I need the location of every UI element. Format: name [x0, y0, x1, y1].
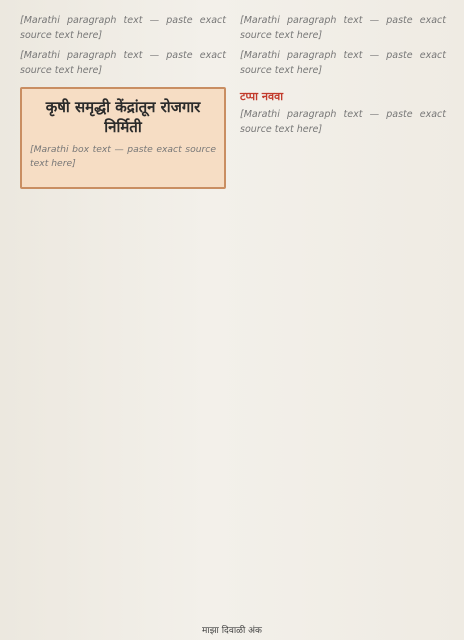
two-column-layout	[20, 14, 446, 614]
right-paragraph-1: [Marathi paragraph text — paste exact source text here]	[240, 15, 446, 41]
highlight-box	[20, 87, 226, 190]
page-footer: माझा दिवाळी अंक	[202, 626, 262, 636]
section-subheading: टप्पा नववा	[240, 89, 284, 103]
left-paragraph-1: [Marathi paragraph text — paste exact source text here]	[20, 15, 226, 41]
box-title: कृषी समृद्धी केंद्रांतून रोजगार निर्मिती	[45, 97, 201, 136]
right-paragraph-after-subheading: [Marathi paragraph text — paste exact source text here]	[240, 108, 446, 135]
right-column	[240, 14, 446, 614]
box-paragraph: [Marathi box text — paste exact source text here]	[30, 143, 216, 170]
left-column	[20, 14, 226, 614]
right-paragraph-2: [Marathi paragraph text — paste exact source text here]	[240, 50, 446, 77]
left-paragraph-2: [Marathi paragraph text — paste exact source text here]	[20, 50, 226, 77]
